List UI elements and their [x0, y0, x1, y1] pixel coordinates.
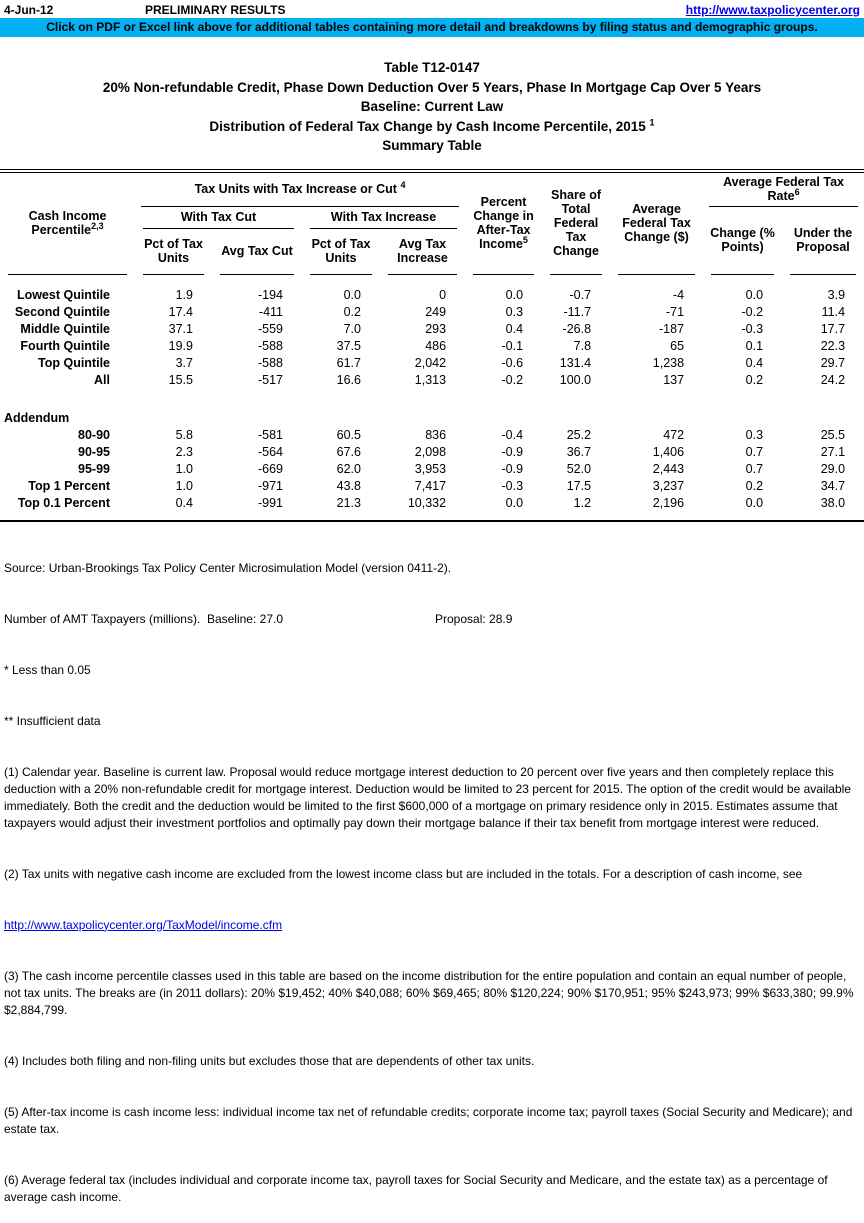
table-row-second-quintile: Second Quintile 17.4 -411 0.2 249 0.3 -11.7 -71 -0.2 11.4 [14, 305, 846, 319]
group-header-with-tax-increase: With Tax Increase [302, 207, 465, 229]
addendum-header-row [0, 410, 864, 427]
col-header-avg-tax-increase: Avg Tax Increase [380, 229, 465, 275]
footnote-6: (6) Average federal tax (includes individual and corporate income tax, payroll taxes for Social Security and Medicare, and the estate tax) as a percentage of average cash income. [4, 1172, 831, 1204]
preliminary-results-label: PRELIMINARY RESULTS [145, 3, 286, 17]
amt-baseline: Number of AMT Taxpayers (millions). Baseline: 27.0 [4, 611, 284, 626]
cash-income-definition-link[interactable]: http://www.taxpolicycenter.org/TaxModel/income.cfm [4, 917, 283, 932]
title-block [0, 58, 864, 156]
table-row-top-0-1-percent: Top 0.1 Percent 0.4 -991 21.3 10,332 0.0 1.2 2,196 0.0 38.0 [17, 496, 846, 510]
footnote-ref-4: 4 [400, 179, 406, 190]
spacer-row [0, 512, 864, 521]
footnote-4: (4) Includes both filing and non-filing units but excludes those that are dependents of other tax units. [4, 1053, 535, 1068]
col-header-rate-under-proposal: Under the Proposal [782, 207, 864, 275]
footnotes [0, 522, 864, 1223]
footnote-2: (2) Tax units with negative cash income are excluded from the lowest income class but are included in the totals. For a description of cash income, see [4, 866, 803, 881]
spacer-row [0, 275, 864, 287]
footnote-3: (3) The cash income percentile classes used in this table are based on the income distribution for the entire population and contain an equal number of people, not tax units. The breaks are (in 2011 dollars): 20% $19,452; 40% $40,088; 60% $69,465; 80% $120,224; 90% $170,951; 95% $243,973; 99% $633,380; 99.9% $2,884,799. [4, 968, 857, 1017]
footnote-ref-6: 6 [794, 186, 800, 197]
table-row-80-90: 80-90 5.8 -581 60.5 836 -0.4 25.2 472 0.3 25.5 [78, 428, 846, 442]
col-header-pct-tax-units-increase: Pct of Tax Units [302, 229, 380, 275]
table-row-95-99: 95-99 1.0 -669 62.0 3,953 -0.9 52.0 2,443 0.7 29.0 [78, 462, 846, 476]
table-row-fourth-quintile: Fourth Quintile 19.9 -588 37.5 486 -0.1 7.8 65 0.1 22.3 [20, 339, 846, 353]
footnote-5: (5) After-tax income is cash income less: individual income tax net of refundable credits; corporate income tax; payroll taxes (Social Security and Medicare); and estate tax. [4, 1104, 856, 1136]
proposal-title: 20% Non-refundable Credit, Phase Down Deduction Over 5 Years, Phase In Mortgage Cap Over 5 Years [102, 79, 762, 95]
top-bar [0, 0, 864, 18]
footnote-ref-1: 1 [649, 117, 655, 127]
group-header-tax-units-increase-or-cut: Tax Units with Tax Increase or Cut $^4$ [135, 171, 465, 207]
col-header-percent-change-after-tax-income: Percent Change in After-Tax Income$^5$ [465, 171, 542, 275]
table-row-lowest-quintile: Lowest Quintile 1.9 -194 0.0 0 0.0 -0.7 -4 0.0 3.9 [16, 288, 846, 302]
footnote-ref-2-3: 2,3 [91, 220, 104, 231]
distribution-title: Distribution of Federal Tax Change by Cash Income Percentile, 2015 $^1$ [209, 117, 655, 134]
spacer-row [0, 389, 864, 410]
source-note: Source: Urban-Brookings Tax Policy Center Microsimulation Model (version 0411-2). [4, 560, 452, 575]
col-header-share-total-federal-tax-change: Share of Total Federal Tax Change [542, 171, 610, 275]
table-row-top-quintile: Top Quintile 3.7 -588 61.7 2,042 -0.6 131.4 1,238 0.4 29.7 [38, 356, 846, 370]
table-number-title: Table T12-0147 [384, 60, 480, 75]
summary-table [0, 169, 864, 522]
footnote-1: (1) Calendar year. Baseline is current law. Proposal would reduce mortgage interest deduction to 20 percent over five years and then completely replace this deduction with a 20% non-refundable credit for mortgage interest. Deduction would be limited to 23 percent for 2015. The option of the credit would be available immediately. Both the credit and the deduction would be limited to the first $600,000 of a mortgage on primary residence only in 2015. Estimates assume that taxpayers would adjust their investment portfolios and optimally pay down their mortgage balance if their tax benefit from mortgage interest were reduced. [4, 764, 855, 830]
table-row-top-1-percent: Top 1 Percent 1.0 -971 43.8 7,417 -0.3 17.5 3,237 0.2 34.7 [28, 479, 846, 493]
col-header-rate-change-points: Change (% Points) [703, 207, 782, 275]
addendum-label: Addendum [4, 411, 70, 425]
baseline-title: Baseline: Current Law [360, 99, 504, 114]
col-header-avg-tax-cut: Avg Tax Cut [212, 229, 302, 275]
table-row-all: All 15.5 -517 16.6 1,313 -0.2 100.0 137 0.2 24.2 [94, 373, 846, 387]
group-header-average-federal-tax-rate: Average Federal Tax Rate$^6$ [703, 171, 864, 207]
table-row-middle-quintile: Middle Quintile 37.1 -559 7.0 293 0.4 -26.8 -187 -0.3 17.7 [20, 322, 846, 336]
col-header-cash-income-percentile: Cash Income Percentile$^{2,3}$ [0, 171, 135, 275]
report-date: 4-Jun-12 [4, 3, 54, 17]
star-note-less-than: * Less than 0.05 [4, 662, 91, 677]
col-header-pct-tax-units-cut: Pct of Tax Units [135, 229, 212, 275]
info-banner: Click on PDF or Excel link above for additional tables containing more detail and breakdowns by filing status and demographic groups. [0, 18, 864, 37]
table-row-90-95: 90-95 2.3 -564 67.6 2,098 -0.9 36.7 1,406 0.7 27.1 [78, 445, 846, 459]
summary-table-title: Summary Table [382, 138, 482, 153]
star-note-insufficient: ** Insufficient data [4, 713, 101, 728]
amt-taxpayers-line [4, 611, 860, 628]
amt-proposal: Proposal: 28.9 [435, 611, 513, 626]
group-header-with-tax-cut: With Tax Cut [135, 207, 302, 229]
taxpolicycenter-link[interactable]: http://www.taxpolicycenter.org [685, 3, 860, 17]
footnote-ref-5: 5 [522, 234, 528, 245]
col-header-average-federal-tax-change: Average Federal Tax Change ($) [610, 171, 703, 275]
